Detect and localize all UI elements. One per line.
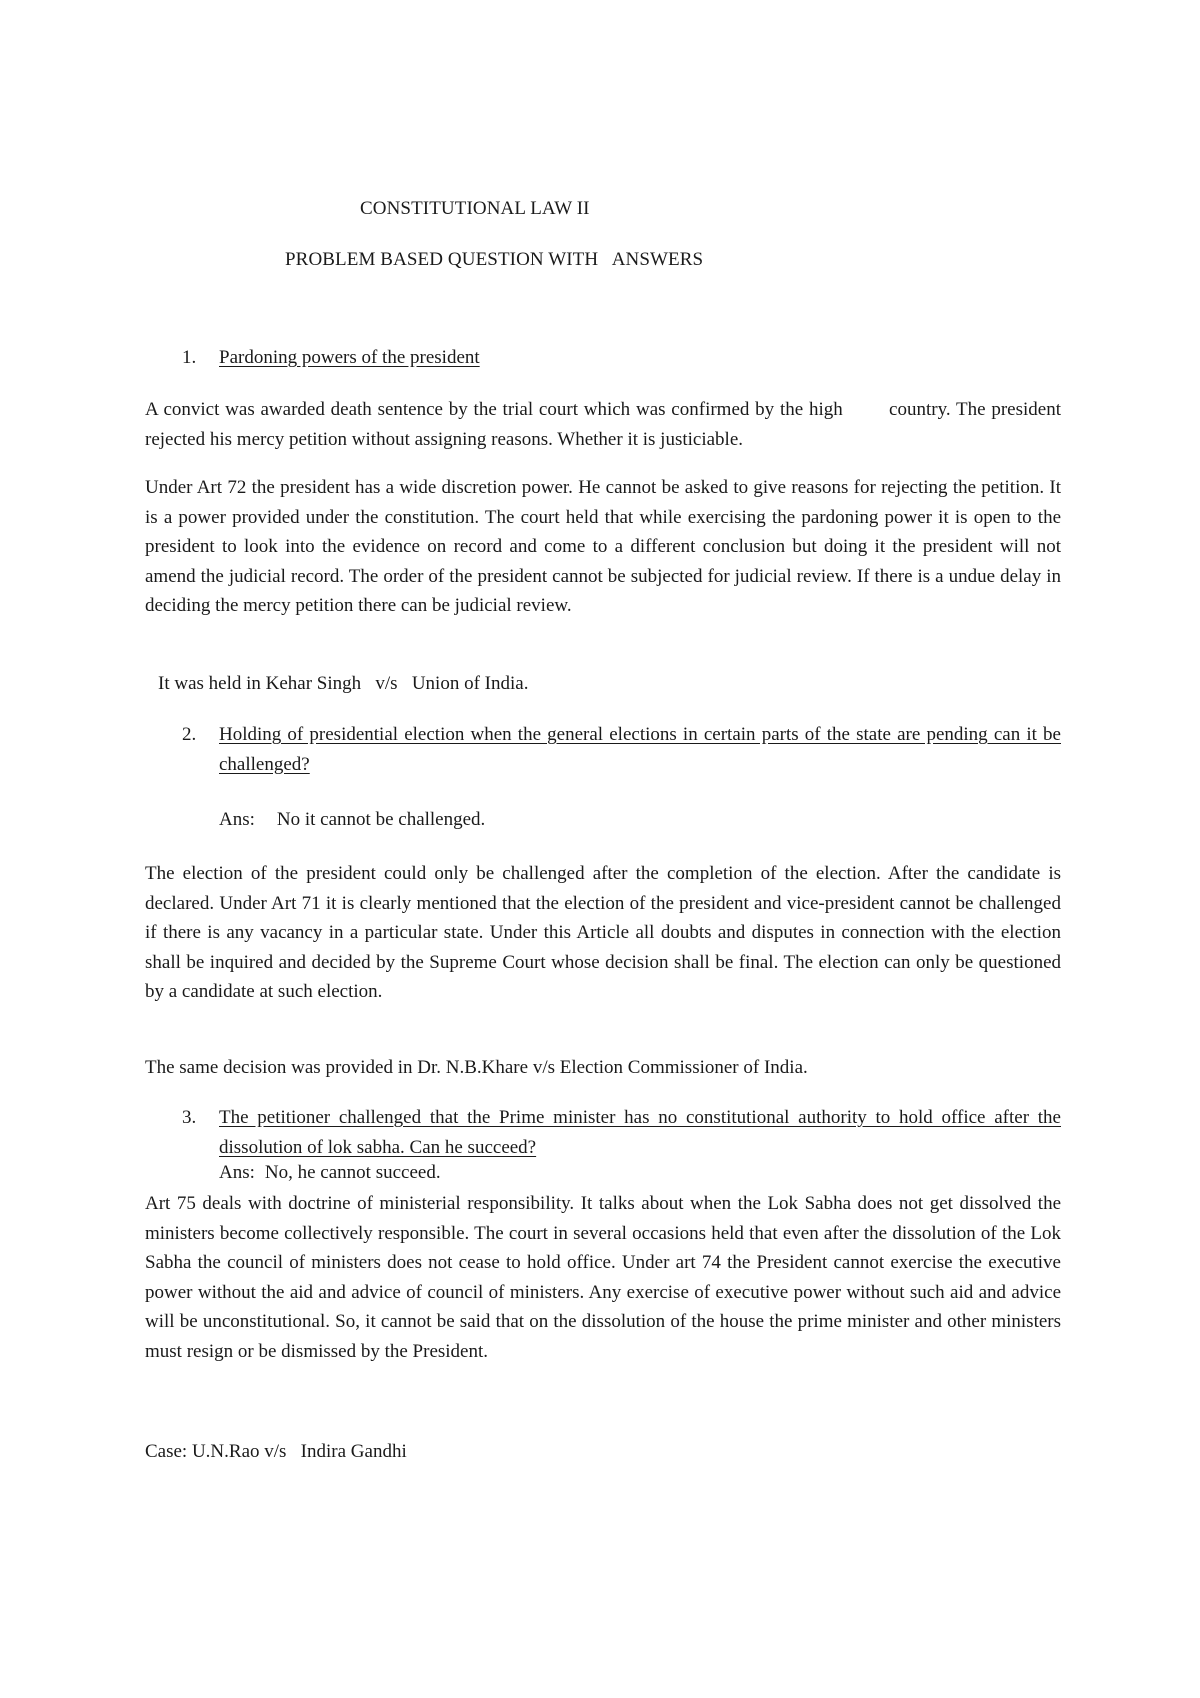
question-3-heading: The petitioner challenged that the Prime minister has no constitutional authority to hold office after the dissolution of lok sabha. Can he succeed? <box>219 1107 1061 1158</box>
answer-label: Ans: <box>219 1162 255 1183</box>
question-2-short-answer <box>219 809 485 831</box>
answer-text: No, he cannot succeed. <box>264 1162 441 1183</box>
question-1-case: It was held in Kehar Singh v/s Union of India. <box>158 673 529 694</box>
question-2-case: The same decision was provided in Dr. N.B.Khare v/s Election Commissioner of India. <box>145 1057 808 1078</box>
question-1-number: 1. <box>182 347 197 368</box>
question-3-case: Case: U.N.Rao v/s Indira Gandhi <box>145 1441 407 1462</box>
answer-label: Ans: <box>219 809 255 830</box>
question-1-answer: Under Art 72 the president has a wide discretion power. He cannot be asked to give reasons for rejecting the petition. It is a power provided under the constitution. The court held that while exercising the pardoning power it is open to the president to look into the evidence on record and come to a different conclusion but doing it the president will not amend the judicial record. The order of the president cannot be subjected for judicial review. If there is a undue delay in deciding the mercy petition there can be judicial review. <box>145 477 1061 616</box>
question-1-problem: A convict was awarded death sentence by the trial court which was confirmed by the high country. The president rejected his mercy petition without assigning reasons. Whether it is justiciable. <box>145 399 1066 450</box>
question-3-number: 3. <box>182 1107 197 1128</box>
question-3-short-answer <box>219 1162 441 1184</box>
document-subtitle: PROBLEM BASED QUESTION WITH ANSWERS <box>285 249 704 270</box>
question-2-answer: The election of the president could only be challenged after the completion of the election. After the candidate is declared. Under Art 71 it is clearly mentioned that the election of the president and vice-president cannot be challenged if there is any vacancy in a particular state. Under this Article all doubts and disputes in connection with the election shall be inquired and decided by the Supreme Court whose decision shall be final. The election can only be questioned by a candidate at such election. <box>145 863 1061 1002</box>
answer-text: No it cannot be challenged. <box>276 809 486 830</box>
question-1-heading: Pardoning powers of the president <box>219 347 480 368</box>
question-3-answer: Art 75 deals with doctrine of ministerial responsibility. It talks about when the Lok Sabha does not get dissolved the ministers become collectively responsible. The court in several occasions held that even after the dissolution of the Lok Sabha the council of ministers does not cease to hold office. Under art 74 the President cannot exercise the executive power without the aid and advice of council of ministers. Any exercise of executive power without such aid and advice will be unconstitutional. So, it cannot be said that on the dissolution of the house the prime minister and other ministers must resign or be dismissed by the President. <box>145 1193 1061 1362</box>
question-2-heading: Holding of presidential election when the general elections in certain parts of the state are pending can it be challenged? <box>219 724 1061 775</box>
document-title: CONSTITUTIONAL LAW II <box>360 198 590 219</box>
question-2-number: 2. <box>182 724 197 745</box>
